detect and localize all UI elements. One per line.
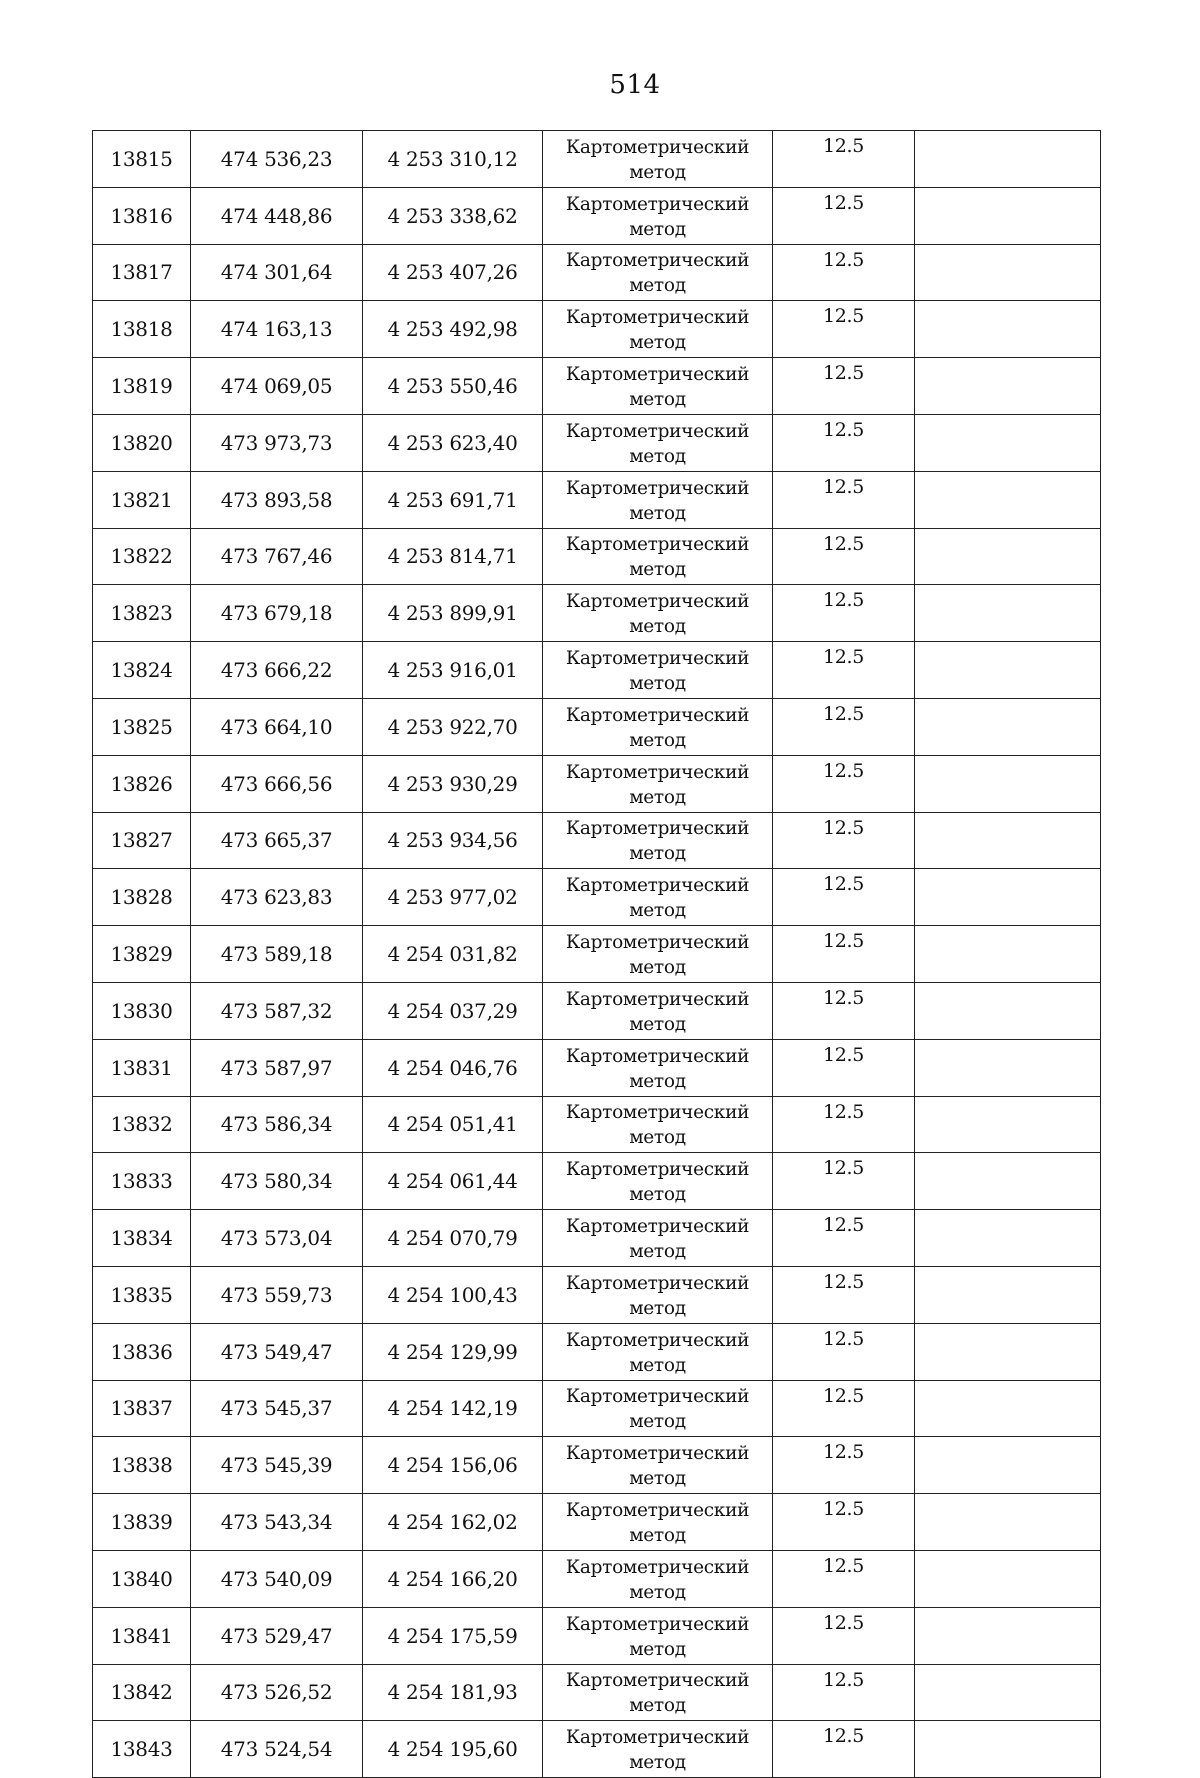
method-line-1: Картометрический: [565, 136, 750, 158]
note-cell: [915, 1550, 1101, 1607]
x-coordinate-cell: 473 666,22: [191, 642, 363, 699]
method-line-1: Картометрический: [565, 1272, 750, 1294]
table-row: [93, 1550, 1101, 1607]
method-cell: [543, 1039, 773, 1096]
method-cell: [543, 1096, 773, 1153]
x-coordinate-cell: 473 549,47: [191, 1323, 363, 1380]
table-row: [93, 187, 1101, 244]
point-number-cell: 13827: [93, 812, 191, 869]
table-row: [93, 982, 1101, 1039]
note-cell: [915, 471, 1101, 528]
method-line-2: метод: [629, 1752, 686, 1774]
method-line-2: метод: [629, 389, 686, 411]
note-cell: [915, 869, 1101, 926]
method-cell: [543, 1380, 773, 1437]
note-cell: [915, 528, 1101, 585]
note-cell: [915, 1721, 1101, 1778]
precision-code-cell: 12.5: [773, 131, 915, 188]
x-coordinate-cell: 473 587,97: [191, 1039, 363, 1096]
x-coordinate-cell: 473 665,37: [191, 812, 363, 869]
method-line-2: метод: [629, 1013, 686, 1035]
y-coordinate-cell: 4 253 310,12: [363, 131, 543, 188]
y-coordinate-cell: 4 254 142,19: [363, 1380, 543, 1437]
table-row: [93, 1096, 1101, 1153]
x-coordinate-cell: 474 301,64: [191, 244, 363, 301]
method-cell: [543, 358, 773, 415]
method-line-2: метод: [629, 161, 686, 183]
table-row: [93, 698, 1101, 755]
method-line-2: метод: [629, 1638, 686, 1660]
method-cell: [543, 926, 773, 983]
y-coordinate-cell: 4 254 156,06: [363, 1437, 543, 1494]
point-number-cell: 13840: [93, 1550, 191, 1607]
point-number-cell: 13839: [93, 1494, 191, 1551]
precision-code-cell: 12.5: [773, 1494, 915, 1551]
point-number-cell: 13837: [93, 1380, 191, 1437]
note-cell: [915, 244, 1101, 301]
note-cell: [915, 414, 1101, 471]
method-line-2: метод: [629, 559, 686, 581]
point-number-cell: 13816: [93, 187, 191, 244]
point-number-cell: 13821: [93, 471, 191, 528]
note-cell: [915, 1664, 1101, 1721]
method-line-1: Картометрический: [565, 818, 750, 840]
method-cell: [543, 131, 773, 188]
method-line-1: Картометрический: [565, 932, 750, 954]
y-coordinate-cell: 4 253 977,02: [363, 869, 543, 926]
method-line-1: Картометрический: [565, 420, 750, 442]
method-line-2: метод: [629, 957, 686, 979]
table-row: [93, 1323, 1101, 1380]
method-line-1: Картометрический: [565, 1102, 750, 1124]
method-line-1: Картометрический: [565, 1443, 750, 1465]
y-coordinate-cell: 4 254 037,29: [363, 982, 543, 1039]
x-coordinate-cell: 473 545,39: [191, 1437, 363, 1494]
precision-code-cell: 12.5: [773, 1437, 915, 1494]
y-coordinate-cell: 4 254 070,79: [363, 1210, 543, 1267]
method-line-1: Картометрический: [565, 1216, 750, 1238]
note-cell: [915, 131, 1101, 188]
x-coordinate-cell: 473 580,34: [191, 1153, 363, 1210]
x-coordinate-cell: 473 559,73: [191, 1266, 363, 1323]
x-coordinate-cell: 474 536,23: [191, 131, 363, 188]
precision-code-cell: 12.5: [773, 755, 915, 812]
y-coordinate-cell: 4 254 046,76: [363, 1039, 543, 1096]
method-line-2: метод: [629, 218, 686, 240]
point-number-cell: 13826: [93, 755, 191, 812]
method-cell: [543, 1437, 773, 1494]
method-line-1: Картометрический: [565, 193, 750, 215]
method-line-2: метод: [629, 1127, 686, 1149]
method-line-1: Картометрический: [565, 307, 750, 329]
precision-code-cell: 12.5: [773, 528, 915, 585]
y-coordinate-cell: 4 254 181,93: [363, 1664, 543, 1721]
method-cell: [543, 471, 773, 528]
table-row: [93, 471, 1101, 528]
x-coordinate-cell: 473 540,09: [191, 1550, 363, 1607]
method-line-1: Картометрический: [565, 477, 750, 499]
table-row: [93, 1153, 1101, 1210]
note-cell: [915, 926, 1101, 983]
method-line-2: метод: [629, 1695, 686, 1717]
method-line-2: метод: [629, 1354, 686, 1376]
table-row: [93, 1721, 1101, 1778]
point-number-cell: 13831: [93, 1039, 191, 1096]
point-number-cell: 13838: [93, 1437, 191, 1494]
precision-code-cell: 12.5: [773, 1323, 915, 1380]
x-coordinate-cell: 473 893,58: [191, 471, 363, 528]
x-coordinate-cell: 474 069,05: [191, 358, 363, 415]
table-row: [93, 585, 1101, 642]
method-line-2: метод: [629, 673, 686, 695]
y-coordinate-cell: 4 254 175,59: [363, 1607, 543, 1664]
precision-code-cell: 12.5: [773, 358, 915, 415]
method-line-1: Картометрический: [565, 1556, 750, 1578]
precision-code-cell: 12.5: [773, 698, 915, 755]
x-coordinate-cell: 473 543,34: [191, 1494, 363, 1551]
point-number-cell: 13841: [93, 1607, 191, 1664]
y-coordinate-cell: 4 253 550,46: [363, 358, 543, 415]
y-coordinate-cell: 4 254 195,60: [363, 1721, 543, 1778]
page-number: 514: [609, 70, 661, 100]
y-coordinate-cell: 4 253 338,62: [363, 187, 543, 244]
table-row: [93, 926, 1101, 983]
method-line-1: Картометрический: [565, 988, 750, 1010]
method-line-2: метод: [629, 332, 686, 354]
x-coordinate-cell: 474 163,13: [191, 301, 363, 358]
method-line-1: Картометрический: [565, 1613, 750, 1635]
method-line-2: метод: [629, 616, 686, 638]
note-cell: [915, 1323, 1101, 1380]
point-number-cell: 13829: [93, 926, 191, 983]
method-line-1: Картометрический: [565, 704, 750, 726]
method-line-1: Картометрический: [565, 364, 750, 386]
precision-code-cell: 12.5: [773, 812, 915, 869]
method-line-1: Картометрический: [565, 1386, 750, 1408]
x-coordinate-cell: 473 526,52: [191, 1664, 363, 1721]
precision-code-cell: 12.5: [773, 585, 915, 642]
table-row: [93, 1607, 1101, 1664]
point-number-cell: 13828: [93, 869, 191, 926]
y-coordinate-cell: 4 254 061,44: [363, 1153, 543, 1210]
precision-code-cell: 12.5: [773, 926, 915, 983]
method-line-2: метод: [629, 1070, 686, 1092]
x-coordinate-cell: 473 587,32: [191, 982, 363, 1039]
y-coordinate-cell: 4 254 051,41: [363, 1096, 543, 1153]
precision-code-cell: 12.5: [773, 1096, 915, 1153]
point-number-cell: 13834: [93, 1210, 191, 1267]
method-line-2: метод: [629, 1184, 686, 1206]
method-line-1: Картометрический: [565, 250, 750, 272]
point-number-cell: 13818: [93, 301, 191, 358]
method-cell: [543, 698, 773, 755]
x-coordinate-cell: 473 666,56: [191, 755, 363, 812]
note-cell: [915, 642, 1101, 699]
precision-code-cell: 12.5: [773, 1550, 915, 1607]
method-line-1: Картометрический: [565, 1329, 750, 1351]
note-cell: [915, 1153, 1101, 1210]
point-number-cell: 13832: [93, 1096, 191, 1153]
point-number-cell: 13825: [93, 698, 191, 755]
method-line-1: Картометрический: [565, 591, 750, 613]
note-cell: [915, 1210, 1101, 1267]
note-cell: [915, 187, 1101, 244]
precision-code-cell: 12.5: [773, 982, 915, 1039]
precision-code-cell: 12.5: [773, 1266, 915, 1323]
y-coordinate-cell: 4 253 814,71: [363, 528, 543, 585]
x-coordinate-cell: 473 529,47: [191, 1607, 363, 1664]
method-cell: [543, 244, 773, 301]
x-coordinate-cell: 473 524,54: [191, 1721, 363, 1778]
y-coordinate-cell: 4 253 691,71: [363, 471, 543, 528]
table-row: [93, 1664, 1101, 1721]
note-cell: [915, 982, 1101, 1039]
precision-code-cell: 12.5: [773, 301, 915, 358]
method-cell: [543, 528, 773, 585]
method-line-1: Картометрический: [565, 1045, 750, 1067]
method-cell: [543, 1153, 773, 1210]
note-cell: [915, 1039, 1101, 1096]
method-line-2: метод: [629, 1241, 686, 1263]
method-cell: [543, 1266, 773, 1323]
method-cell: [543, 301, 773, 358]
note-cell: [915, 585, 1101, 642]
y-coordinate-cell: 4 254 162,02: [363, 1494, 543, 1551]
note-cell: [915, 1494, 1101, 1551]
note-cell: [915, 301, 1101, 358]
method-cell: [543, 585, 773, 642]
method-cell: [543, 755, 773, 812]
coordinates-table-body: [93, 131, 1101, 1778]
table-row: [93, 301, 1101, 358]
method-line-2: метод: [629, 1581, 686, 1603]
x-coordinate-cell: 473 664,10: [191, 698, 363, 755]
y-coordinate-cell: 4 254 129,99: [363, 1323, 543, 1380]
y-coordinate-cell: 4 253 922,70: [363, 698, 543, 755]
point-number-cell: 13842: [93, 1664, 191, 1721]
x-coordinate-cell: 473 679,18: [191, 585, 363, 642]
point-number-cell: 13824: [93, 642, 191, 699]
table-row: [93, 1039, 1101, 1096]
method-line-2: метод: [629, 275, 686, 297]
precision-code-cell: 12.5: [773, 642, 915, 699]
method-line-2: метод: [629, 1297, 686, 1319]
note-cell: [915, 1096, 1101, 1153]
y-coordinate-cell: 4 254 100,43: [363, 1266, 543, 1323]
precision-code-cell: 12.5: [773, 1153, 915, 1210]
method-cell: [543, 1664, 773, 1721]
x-coordinate-cell: 473 573,04: [191, 1210, 363, 1267]
method-cell: [543, 1494, 773, 1551]
note-cell: [915, 1266, 1101, 1323]
method-line-1: Картометрический: [565, 1670, 750, 1692]
method-cell: [543, 414, 773, 471]
y-coordinate-cell: 4 253 916,01: [363, 642, 543, 699]
precision-code-cell: 12.5: [773, 1039, 915, 1096]
method-line-2: метод: [629, 900, 686, 922]
method-cell: [543, 812, 773, 869]
y-coordinate-cell: 4 253 623,40: [363, 414, 543, 471]
x-coordinate-cell: 474 448,86: [191, 187, 363, 244]
x-coordinate-cell: 473 545,37: [191, 1380, 363, 1437]
precision-code-cell: 12.5: [773, 1380, 915, 1437]
table-row: [93, 528, 1101, 585]
precision-code-cell: 12.5: [773, 1664, 915, 1721]
table-row: [93, 131, 1101, 188]
method-cell: [543, 642, 773, 699]
table-row: [93, 812, 1101, 869]
point-number-cell: 13835: [93, 1266, 191, 1323]
note-cell: [915, 812, 1101, 869]
note-cell: [915, 358, 1101, 415]
y-coordinate-cell: 4 253 407,26: [363, 244, 543, 301]
point-number-cell: 13823: [93, 585, 191, 642]
x-coordinate-cell: 473 586,34: [191, 1096, 363, 1153]
point-number-cell: 13819: [93, 358, 191, 415]
method-cell: [543, 1607, 773, 1664]
note-cell: [915, 755, 1101, 812]
note-cell: [915, 1607, 1101, 1664]
method-cell: [543, 869, 773, 926]
point-number-cell: 13815: [93, 131, 191, 188]
method-line-2: метод: [629, 729, 686, 751]
point-number-cell: 13843: [93, 1721, 191, 1778]
table-row: [93, 755, 1101, 812]
precision-code-cell: 12.5: [773, 471, 915, 528]
precision-code-cell: 12.5: [773, 1607, 915, 1664]
point-number-cell: 13820: [93, 414, 191, 471]
y-coordinate-cell: 4 253 930,29: [363, 755, 543, 812]
method-cell: [543, 982, 773, 1039]
method-line-2: метод: [629, 843, 686, 865]
x-coordinate-cell: 473 623,83: [191, 869, 363, 926]
x-coordinate-cell: 473 767,46: [191, 528, 363, 585]
method-cell: [543, 1323, 773, 1380]
point-number-cell: 13822: [93, 528, 191, 585]
method-line-1: Картометрический: [565, 1159, 750, 1181]
method-line-2: метод: [629, 1468, 686, 1490]
table-row: [93, 358, 1101, 415]
point-number-cell: 13833: [93, 1153, 191, 1210]
method-line-1: Картометрический: [565, 1500, 750, 1522]
table-row: [93, 642, 1101, 699]
method-line-1: Картометрический: [565, 1727, 750, 1749]
table-row: [93, 869, 1101, 926]
point-number-cell: 13817: [93, 244, 191, 301]
note-cell: [915, 1437, 1101, 1494]
method-cell: [543, 1550, 773, 1607]
method-cell: [543, 1721, 773, 1778]
method-line-2: метод: [629, 502, 686, 524]
precision-code-cell: 12.5: [773, 187, 915, 244]
method-line-2: метод: [629, 445, 686, 467]
method-cell: [543, 187, 773, 244]
table-row: [93, 414, 1101, 471]
method-line-2: метод: [629, 786, 686, 808]
precision-code-cell: 12.5: [773, 1721, 915, 1778]
method-line-1: Картометрический: [565, 534, 750, 556]
precision-code-cell: 12.5: [773, 1210, 915, 1267]
y-coordinate-cell: 4 254 166,20: [363, 1550, 543, 1607]
table-row: [93, 244, 1101, 301]
y-coordinate-cell: 4 253 899,91: [363, 585, 543, 642]
precision-code-cell: 12.5: [773, 869, 915, 926]
table-row: [93, 1380, 1101, 1437]
method-line-2: метод: [629, 1411, 686, 1433]
point-number-cell: 13830: [93, 982, 191, 1039]
note-cell: [915, 1380, 1101, 1437]
x-coordinate-cell: 473 973,73: [191, 414, 363, 471]
y-coordinate-cell: 4 254 031,82: [363, 926, 543, 983]
table-row: [93, 1266, 1101, 1323]
method-line-2: метод: [629, 1525, 686, 1547]
method-cell: [543, 1210, 773, 1267]
table-row: [93, 1494, 1101, 1551]
table-row: [93, 1210, 1101, 1267]
point-number-cell: 13836: [93, 1323, 191, 1380]
method-line-1: Картометрический: [565, 875, 750, 897]
precision-code-cell: 12.5: [773, 244, 915, 301]
note-cell: [915, 698, 1101, 755]
precision-code-cell: 12.5: [773, 414, 915, 471]
method-line-1: Картометрический: [565, 761, 750, 783]
method-line-1: Картометрический: [565, 648, 750, 670]
x-coordinate-cell: 473 589,18: [191, 926, 363, 983]
table-row: [93, 1437, 1101, 1494]
y-coordinate-cell: 4 253 492,98: [363, 301, 543, 358]
y-coordinate-cell: 4 253 934,56: [363, 812, 543, 869]
coordinates-table: [92, 130, 1101, 1778]
